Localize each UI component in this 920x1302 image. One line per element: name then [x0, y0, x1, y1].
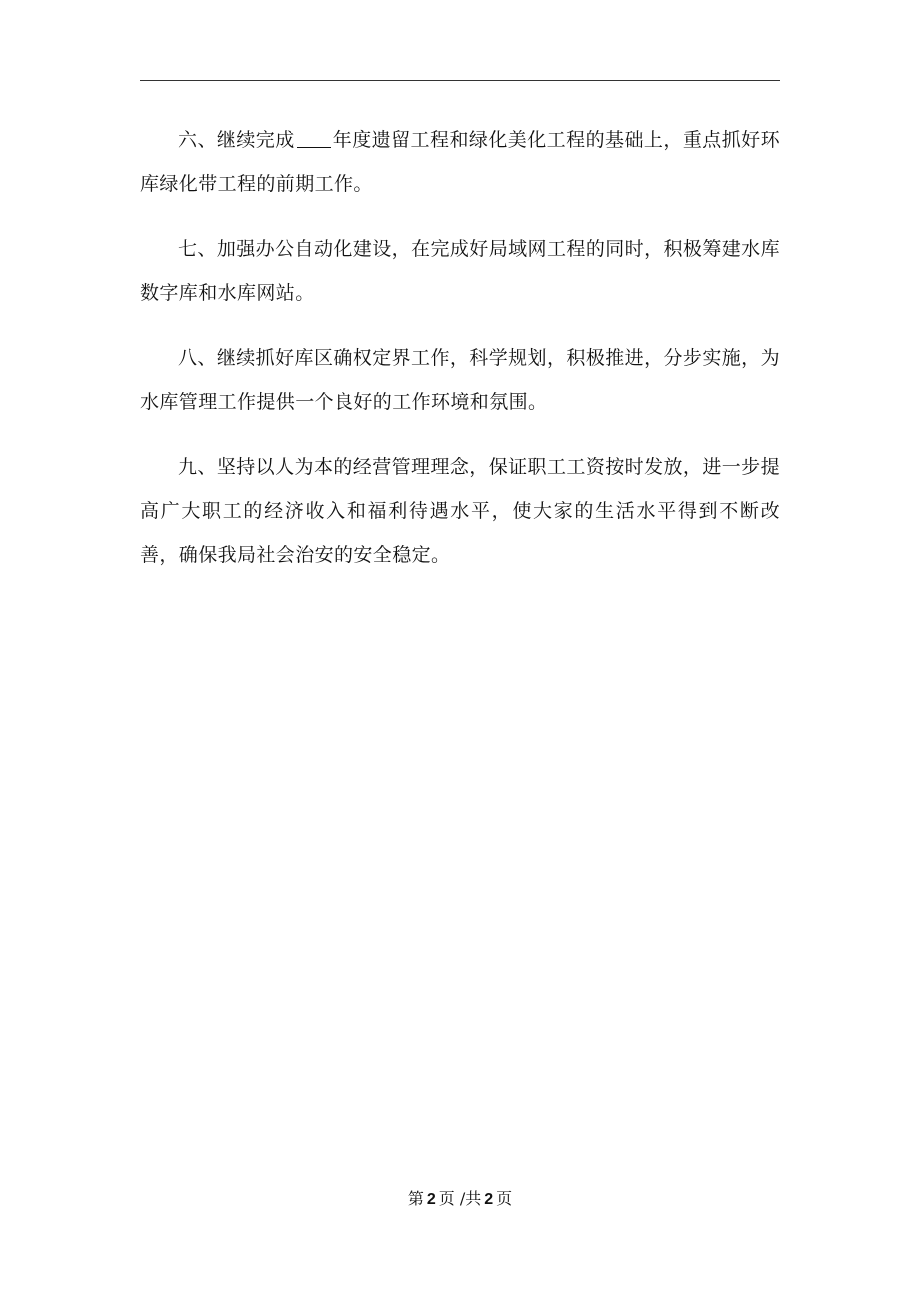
- paragraph-8: 八、继续抓好库区确权定界工作，科学规划，积极推进，分步实施，为水库管理工作提供一个良好的工作环境和氛围。: [140, 347, 780, 413]
- footer-middle: 页 /共: [438, 1189, 482, 1208]
- document-body: [140, 118, 780, 598]
- paragraph-6: [140, 118, 780, 206]
- paragraph-9: 九、坚持以人为本的经营管理理念，保证职工工资按时发放，进一步提高广大职工的经济收入和福利待遇水平，使大家的生活水平得到不断改善，确保我局社会治安的安全稳定。: [140, 456, 780, 566]
- paragraph-6-end: 年度遗留工程和绿化美化工程的基础上，重点抓好环库绿化带工程的前期工作。: [140, 129, 781, 195]
- header-rule: [140, 80, 780, 81]
- footer-suffix: 页: [496, 1189, 513, 1208]
- fill-in-blank: [297, 129, 331, 148]
- total-pages-number: 2: [484, 1191, 494, 1208]
- footer-prefix: 第: [407, 1189, 424, 1208]
- page-footer: [0, 1186, 920, 1209]
- paragraph-6-start: 六、继续完成: [178, 129, 295, 151]
- current-page-number: 2: [426, 1191, 436, 1208]
- paragraph-7: 七、加强办公自动化建设，在完成好局域网工程的同时，积极筹建水库数字库和水库网站。: [140, 238, 780, 304]
